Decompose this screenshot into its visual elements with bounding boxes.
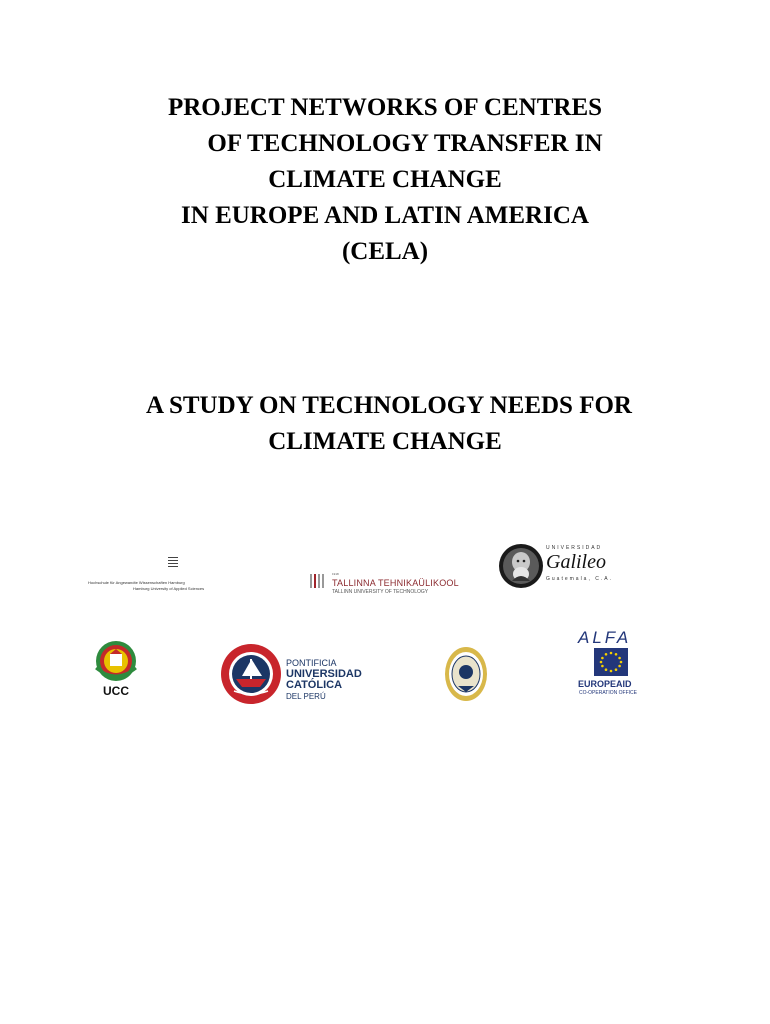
galileo-top-text: UNIVERSIDAD bbox=[546, 545, 603, 551]
pucp-line-4: DEL PERÚ bbox=[286, 692, 326, 701]
hamburg-logo-line-2: Hamburg University of Applied Sciences bbox=[133, 586, 205, 591]
project-title-line-5: (CELA) bbox=[341, 238, 429, 265]
ucc-label: UCC bbox=[103, 684, 129, 698]
tallinn-est-year: 1918 bbox=[332, 572, 339, 576]
pucp-line-1: PONTIFICIA bbox=[286, 658, 337, 668]
galileo-university-logo bbox=[498, 543, 613, 591]
hamburg-university-logo bbox=[88, 556, 218, 596]
study-title bbox=[0, 388, 770, 460]
tallinn-university-logo bbox=[310, 572, 459, 595]
europeaid-sublabel: CO-OPERATION OFFICE bbox=[579, 690, 637, 696]
tallinn-subtitle: TALLINN UNIVERSITY OF TECHNOLOGY bbox=[332, 589, 429, 595]
pucp-logo bbox=[220, 643, 370, 705]
galileo-subtitle: Guatemala, C.A. bbox=[546, 576, 613, 582]
university-seal-logo bbox=[444, 646, 488, 702]
galileo-portrait-icon bbox=[498, 543, 544, 589]
alfa-wordmark: ALFA bbox=[578, 628, 632, 647]
pucp-seal-icon bbox=[220, 643, 282, 705]
tallinn-bars-icon bbox=[310, 574, 326, 593]
ucc-logo bbox=[88, 640, 144, 702]
project-title-line-3: CLIMATE CHANGE bbox=[268, 166, 502, 193]
project-title-line-2: OF TECHNOLOGY TRANSFER IN bbox=[207, 130, 603, 157]
study-title-line-1: A STUDY ON TECHNOLOGY NEEDS FOR bbox=[146, 392, 632, 419]
pucp-name bbox=[286, 658, 362, 702]
hamburg-mark-icon bbox=[166, 556, 180, 570]
hamburg-logo-line-1: Hochschule für Angewandte Wissenschaften Hamburg bbox=[88, 580, 185, 585]
ucc-crest-icon bbox=[88, 640, 144, 686]
study-title-line-2: CLIMATE CHANGE bbox=[268, 428, 502, 455]
alfa-europeaid-logo bbox=[578, 630, 640, 704]
project-title-line-4: IN EUROPE AND LATIN AMERICA bbox=[181, 202, 589, 229]
project-title-line-1: PROJECT NETWORKS OF CENTRES bbox=[167, 94, 603, 121]
galileo-name: Galileo bbox=[546, 551, 606, 573]
pucp-line-3: CATÓLICA bbox=[286, 679, 343, 691]
europeaid-label: EUROPEAID bbox=[578, 679, 632, 689]
pucp-line-2: UNIVERSIDAD bbox=[286, 668, 362, 680]
eu-flag-icon bbox=[594, 648, 628, 676]
project-title bbox=[0, 90, 770, 270]
seal-emblem-icon bbox=[444, 646, 488, 702]
tallinn-name: TALLINNA TEHNIKAÜLIKOOL bbox=[332, 578, 459, 588]
